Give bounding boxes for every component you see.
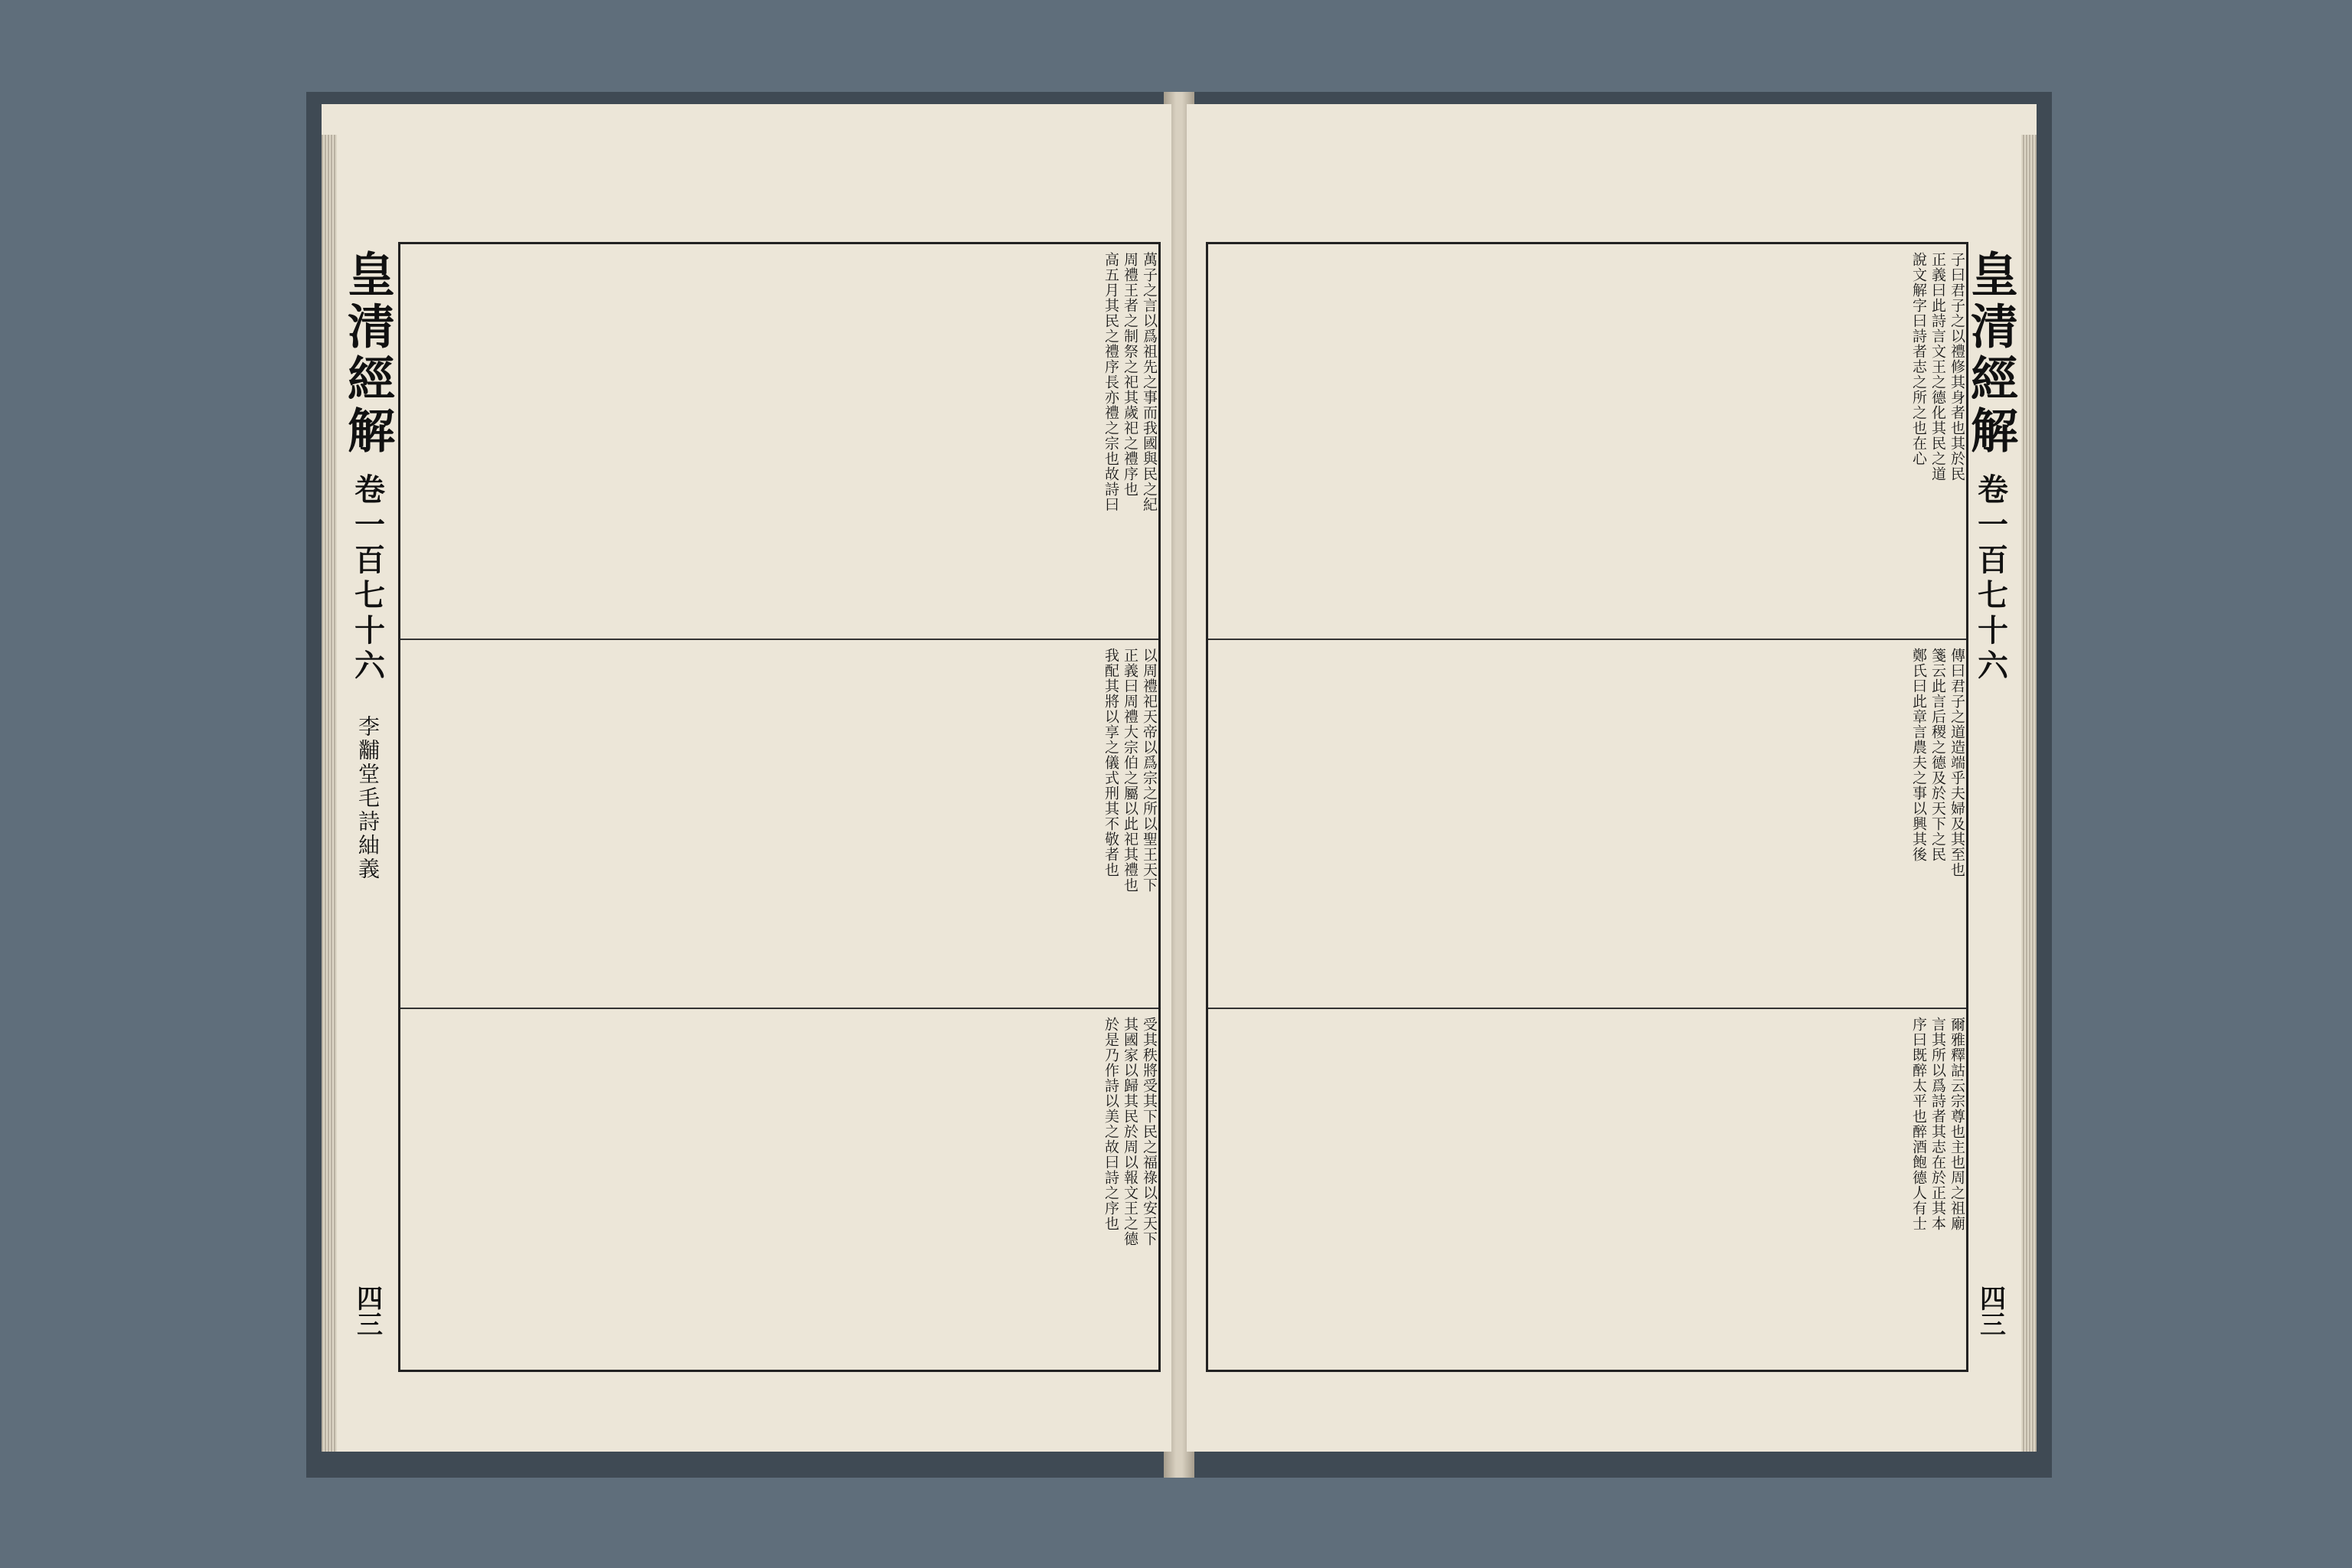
text-column: 其國家以歸其民於周以報文王之德 <box>1122 1017 1138 1246</box>
text-column: 高五月其民之禮序長亦禮之宗也故詩曰 <box>1102 252 1119 512</box>
text-column: 子曰君子之以禮修其身者也其於民 <box>1949 252 1965 482</box>
text-column: 正義曰此詩言文王之德化其民之道 <box>1929 252 1946 482</box>
left-header-title: 皇清經解 <box>339 250 396 458</box>
left-page-number: 四三 <box>351 1285 383 1337</box>
left-text-grid <box>398 242 1161 1372</box>
right-volume: 卷一百七十六 <box>1972 473 2009 684</box>
left-margin-strip <box>341 242 394 1367</box>
text-column: 受其秩將受其下民之福祿以安天下 <box>1141 1017 1158 1246</box>
left-band-middle <box>400 640 1158 1009</box>
text-column: 序曰既醉太平也醉酒飽德人有士 <box>1910 1017 1927 1231</box>
text-column: 言其所以爲詩者其志在於正其本 <box>1929 1017 1946 1231</box>
left-author-title: 李黼堂毛詩紬義 <box>355 715 381 881</box>
left-band-lower <box>400 1009 1158 1370</box>
left-volume: 卷一百七十六 <box>349 473 386 684</box>
open-book <box>306 92 2052 1478</box>
text-column: 於是乃作詩以美之故曰詩之序也 <box>1102 1017 1119 1231</box>
text-column: 說文解字曰詩者志之所之也在心 <box>1910 252 1927 466</box>
text-column: 萬子之言以爲祖先之事而我國與民之紀 <box>1141 252 1158 512</box>
text-column: 爾雅釋詁云宗尊也主也周之祖廟 <box>1949 1017 1965 1231</box>
text-column: 傳曰君子之道造端乎夫婦及其至也 <box>1949 648 1965 877</box>
right-text-grid <box>1206 242 1968 1372</box>
text-column: 鄭氏曰此章言農夫之事以興其後 <box>1910 648 1927 862</box>
text-column: 我配其將以享之儀式刑其不敬者也 <box>1102 648 1119 877</box>
left-band-upper <box>400 244 1158 640</box>
text-column: 箋云此言后稷之德及於天下之民 <box>1929 648 1946 862</box>
right-band-upper <box>1208 244 1966 640</box>
right-header-title: 皇清經解 <box>1962 250 2019 458</box>
text-column: 正義曰周禮大宗伯之屬以此祀其禮也 <box>1122 648 1138 893</box>
right-page-number: 四三 <box>1975 1285 2006 1337</box>
right-margin-strip <box>1964 242 2017 1367</box>
text-column: 周禮王者之制祭之祀其歲祀之禮序也 <box>1122 252 1138 497</box>
right-page <box>1187 104 2037 1452</box>
right-band-lower <box>1208 1009 1966 1370</box>
left-page <box>322 104 1171 1452</box>
text-column: 以周禮祀天帝以爲宗之所以聖王天下 <box>1141 648 1158 893</box>
right-band-middle <box>1208 640 1966 1009</box>
